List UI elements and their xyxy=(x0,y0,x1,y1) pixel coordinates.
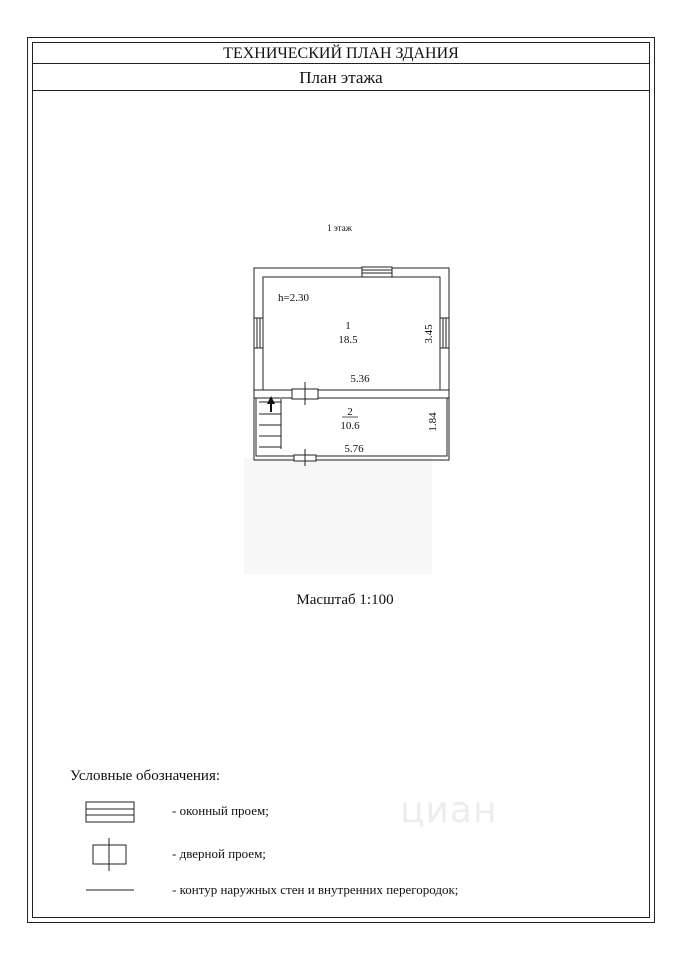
legend-door-label: - дверной проем; xyxy=(172,846,266,861)
document-subtitle: План этажа xyxy=(32,64,650,91)
window-opening-icon xyxy=(86,802,134,822)
room1-depth: 3.45 xyxy=(423,324,435,344)
room2-width: 5.76 xyxy=(344,443,364,455)
legend-wall-label: - контур наружных стен и внутренних перегородок; xyxy=(172,882,459,897)
floor-label: 1 этаж xyxy=(327,223,352,233)
legend-window-label: - оконный проем; xyxy=(172,803,269,818)
interior-partition xyxy=(254,390,449,398)
window-right xyxy=(440,318,449,348)
door-opening-icon xyxy=(93,838,126,871)
window-top xyxy=(362,267,392,277)
window-left xyxy=(254,318,263,348)
watermark-logo: циан xyxy=(400,790,498,831)
room1-width: 5.36 xyxy=(350,373,370,385)
room2-number: 2 xyxy=(347,406,353,418)
room2-area: 10.6 xyxy=(340,420,360,432)
legend-title: Условные обозначения: xyxy=(70,768,221,784)
room2-depth: 1.84 xyxy=(427,412,439,432)
door-entrance xyxy=(294,449,316,466)
document-title: ТЕХНИЧЕСКИЙ ПЛАН ЗДАНИЯ xyxy=(32,42,650,64)
room1-number: 1 xyxy=(345,320,351,332)
room1-height: h=2.30 xyxy=(278,292,309,304)
scale-label: Масштаб 1:100 xyxy=(296,592,394,608)
door-inner xyxy=(292,382,318,405)
room1-area: 18.5 xyxy=(338,334,358,346)
